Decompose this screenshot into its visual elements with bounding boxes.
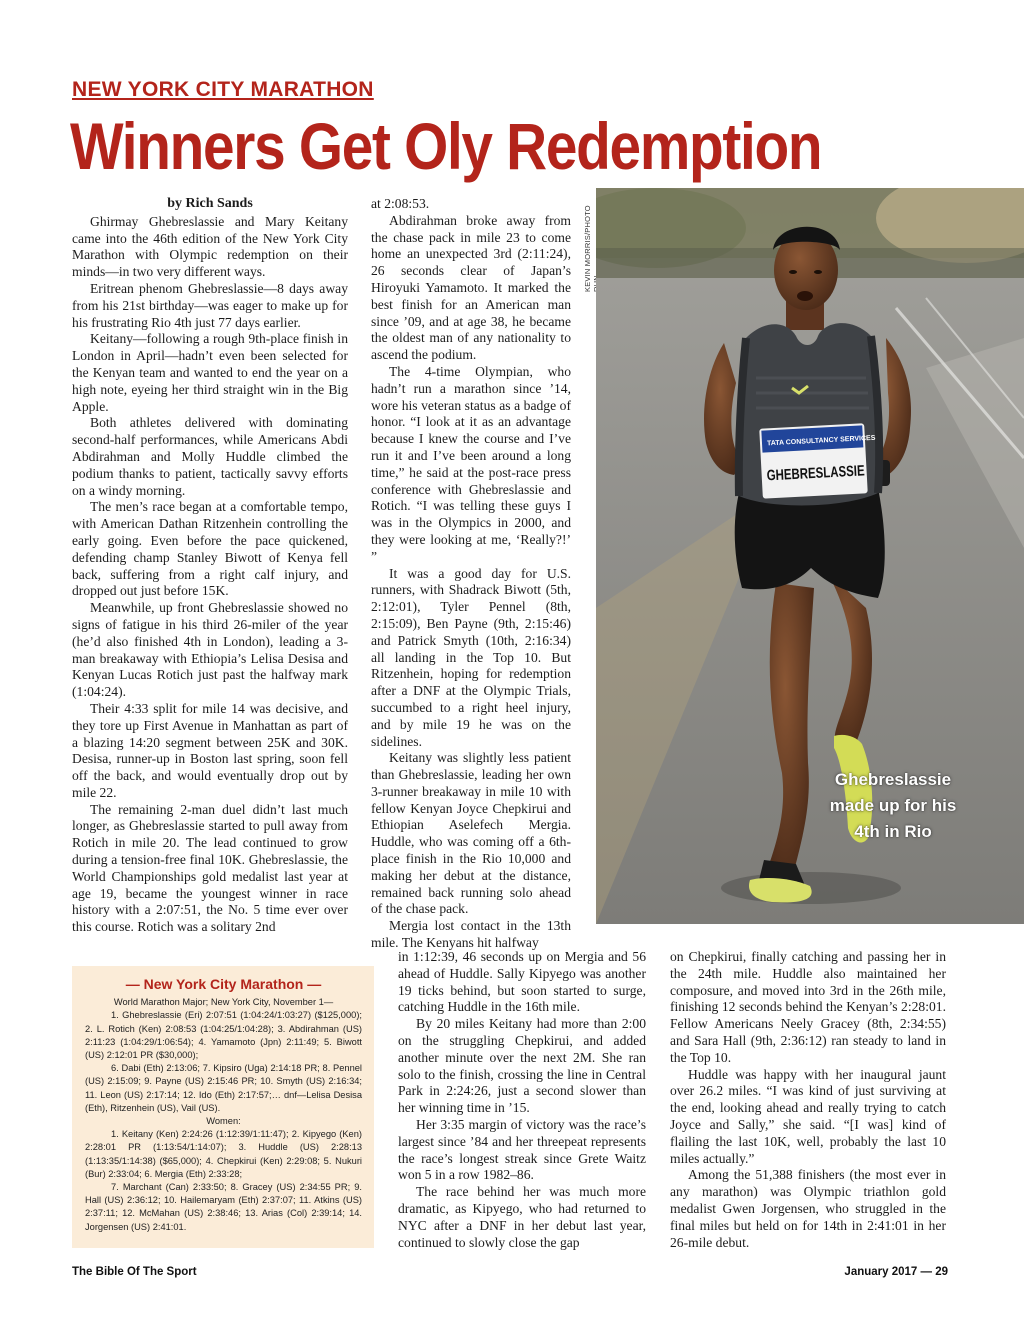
- article-column-4: [670, 949, 946, 1251]
- photo-credit: KEVIN MORRIS/PHOTO: [583, 205, 592, 292]
- byline: by Rich Sands: [167, 196, 253, 211]
- paragraph: Abdirahman broke away from the chase pack in mile 23 to come home an unexpected 3rd (2:11:24), 26 seconds clear of Japan’s Hiroyuki Yamamoto. It marked the best finish for an American man since ’09, and at age 38, he became the oldest man of any nationality to ascend the podium.: [371, 212, 571, 363]
- paragraph: The race behind her was much more dramatic, as Kipyego, who had returned to NYC after a DNF in her debut last year, continued to slowly close the gap: [398, 1184, 646, 1250]
- paragraph: on Chepkirui, finally catching and passing her in the 24th mile. Huddle also maintained her composure, and moved into 3rd in the 26th mile, finishing 12 seconds behind the Kenyan’s 2:28:01. Fellow Americans Neely Gracey (8th, 2:34:55) and Sara Hall (9th, 2:36:12) ran steady to land in the Top 10.: [670, 949, 946, 1065]
- paragraph: Her 3:35 margin of victory was the race’s largest since ’84 and her threepeat represents the race’s longest streak since Grete Waitz won 5 in a row 1982–86.: [398, 1116, 646, 1183]
- results-women: 1. Keitany (Ken) 2:24:26 (1:12:39/1:11:47); 2. Kipyego (Ken) 2:28:01 PR (1:13:54/1:14:07); 3. Huddle (US) 2:28:13 (1:13:35/1:14:38) ($65,000); 4. Chepkirui (Ken) 2:29:08; 5. Nukuri (Bur) 2:33:04; 6. Mergia (Eth) 2:33:28;: [85, 1129, 362, 1179]
- paragraph: Meanwhile, up front Ghebreslassie showed no signs of fatigue in his third 26-miler of the year (he’d also finished 4th in London), leading a 3-man breakaway with Ethiopia’s Lelisa Desisa and Kenyan Lucas Rotich just past the halfway mark (1:04:24).: [72, 600, 348, 700]
- footer-publication: The Bible Of The Sport: [72, 1266, 197, 1278]
- paragraph: Keitany was slightly less patient than Ghebreslassie, leading her own 3-runner breakaway in mile 10 with fellow Kenyan Joyce Chepkirui and Ethiopian Aselefech Mergia. Huddle, who was coming off a 6th-place finish in the Rio 10,000 and making her debut at the distance, remained back running solo ahead of the chase pack.: [371, 750, 571, 917]
- photo-caption: [810, 767, 976, 845]
- paragraph: The 4-time Olympian, who hadn’t run a marathon since ’14, wore his veteran status as a badge of honor. “I look at it as an advantage because I knew the course and I’ve run it and I’ve been around a long time,” he said at the post-race press conference with Ghebreslassie and Rotich. “I was telling these guys I was in the Olympics in 2000, and they were looking at me, ‘Really?!’ ”: [371, 363, 571, 564]
- caption-line: made up for his: [829, 796, 957, 815]
- paragraph: The remaining 2-man duel didn’t last much longer, as Ghebreslassie started to pull away from Rotich in mile 20. The lead continued to grow during a tension-free final 10K. Ghebreslassie, the World Championships gold medalist last year at age 19, became the youngest winner in race history with a 2:07:51, the No. 5 time ever over this course. Rotich was a solitary 2nd: [72, 801, 348, 935]
- paragraph: Ghirmay Ghebreslassie and Mary Keitany came into the 46th edition of the New York City Marathon with Olympic redemption on their minds—in two very different ways.: [72, 213, 348, 280]
- paragraph: Keitany—following a rough 9th-place finish in London in April—hadn’t even been selected for the Kenyan team and wanted to end the year on a high note, eyeing her third straight win in the Big Apple.: [72, 331, 348, 414]
- article-column-2: [371, 196, 571, 952]
- results-women-continued: 7. Marchant (Can) 2:33:50; 8. Gracey (US) 2:34:55 PR; 9. Hall (US) 2:36:12; 10. Hailemaryam (Eth) 2:37:07; 11. Atkins (US) 2:37:11; 12. McMahan (US) 2:38:46; 13. Arias (Col) 2:39:14; 14. Jorgensen (US) 2:41:01.: [85, 1182, 362, 1232]
- bib-sponsor: TATA CONSULTANCY SERVICES: [766, 434, 876, 448]
- paragraph: Huddle was happy with her inaugural jaunt over 26.2 miles. “I was kind of just surviving at the end, looking ahead and really trying to catch Joyce and Sally,” she said. “[I was] kind of flailing the last 10K, well, probably the last 10 miles actually.”: [670, 1066, 946, 1166]
- caption-line: 4th in Rio: [854, 822, 932, 841]
- bib-name: GHEBRESLASSIE: [766, 460, 896, 485]
- footer-page-number: January 2017 — 29: [844, 1266, 948, 1278]
- results-box: [72, 966, 374, 1248]
- paragraph: Mergia lost contact in the 13th mile. The Kenyans hit halfway: [371, 918, 571, 951]
- paragraph: Eritrean phenom Ghebreslassie—8 days away from his 21st birthday—was eager to make up for his frustrating Rio 4th just 77 days earlier.: [72, 280, 348, 330]
- page-headline: Winners Get Oly Redemption: [70, 109, 822, 183]
- results-women-label: Women:: [206, 1116, 241, 1127]
- paragraph: at 2:08:53.: [371, 196, 430, 211]
- results-men: 1. Ghebreslassie (Eri) 2:07:51 (1:04:24/1:03:27) ($125,000); 2. L. Rotich (Ken) 2:08:53 (1:04:25/1:04:28); 3. Abdirahman (US) 2:11:23 (1:04:29/1:06:54); 4. Yamamoto (Jpn) 2:11:49; 5. Biwott (US) 2:12:01 PR ($30,000);: [85, 1010, 362, 1061]
- article-column-3: [398, 949, 646, 1251]
- paragraph: The men’s race began at a comfortable tempo, with American Dathan Ritzenhein controlling the early going. Even before the pace quickened, defending champ Stanley Biwott of Kenya fell back, suffering from a right calf injury, and dropped out just before 15K.: [72, 499, 348, 599]
- caption-line: Ghebreslassie: [834, 770, 952, 789]
- paragraph: Their 4:33 split for mile 14 was decisive, and they tore up First Avenue in Manhattan as part of a blazing 14:20 segment between 25K and 30K. Desisa, runner-up in Boston last spring, soon fell off the back, and would eventually drop out by mile 22.: [72, 700, 348, 800]
- paragraph: By 20 miles Keitany had more than 2:00 on the struggling Chepkirui, and added another minute over the next 2M. She ran solo to the finish, crossing the line in Central Park in 2:24:26, just a second slower than her winning time in ’15.: [398, 1016, 646, 1116]
- results-subtitle: World Marathon Major; New York City, November 1—: [113, 997, 334, 1008]
- results-title: — New York City Marathon —: [125, 976, 322, 992]
- article-column-1: [72, 196, 348, 936]
- paragraph: in 1:12:39, 46 seconds up on Mergia and 56 ahead of Huddle. Sally Kipyego was another 19 ticks behind, but soon started to surge, catching Huddle in the 16th mile.: [398, 949, 646, 1015]
- paragraph: It was a good day for U.S. runners, with Shadrack Biwott (5th, 2:12:01), Tyler Pennel (8th, 2:15:09), Ben Payne (9th, 2:15:46) and Patrick Smyth (10th, 2:16:34) all landing in the Top 10. But Ritzenhein, hoping for redemption after a DNF at the Olympic Trials, succumbed to a right heel injury, and by mile 19 he was on the sidelines.: [371, 565, 571, 749]
- section-kicker: NEW YORK CITY MARATHON: [72, 78, 374, 101]
- paragraph: Among the 51,388 finishers (the most ever in any marathon) was Olympic triathlon gold medalist Gwen Jorgensen, who struggled in the final miles but held on for 14th in 2:41:01 in her 26-mile debut.: [670, 1167, 946, 1250]
- paragraph: Both athletes delivered with dominating second-half performances, while Americans Abdi Abdirahman and Molly Huddle climbed the podium thanks to patient, tactically savvy efforts on a windy morning.: [72, 415, 348, 498]
- results-men-continued: 6. Dabi (Eth) 2:13:06; 7. Kipsiro (Uga) 2:14:18 PR; 8. Pennel (US) 2:15:09; 9. Payne (US) 2:15:46 PR; 10. Smyth (US) 2:16:34; 11. Leon (US) 2:17:14; 12. Ido (Eth) 2:17:57;… dnf—Lelisa Desisa (Eth), Ritzenhein (US), Vail (US).: [85, 1063, 362, 1113]
